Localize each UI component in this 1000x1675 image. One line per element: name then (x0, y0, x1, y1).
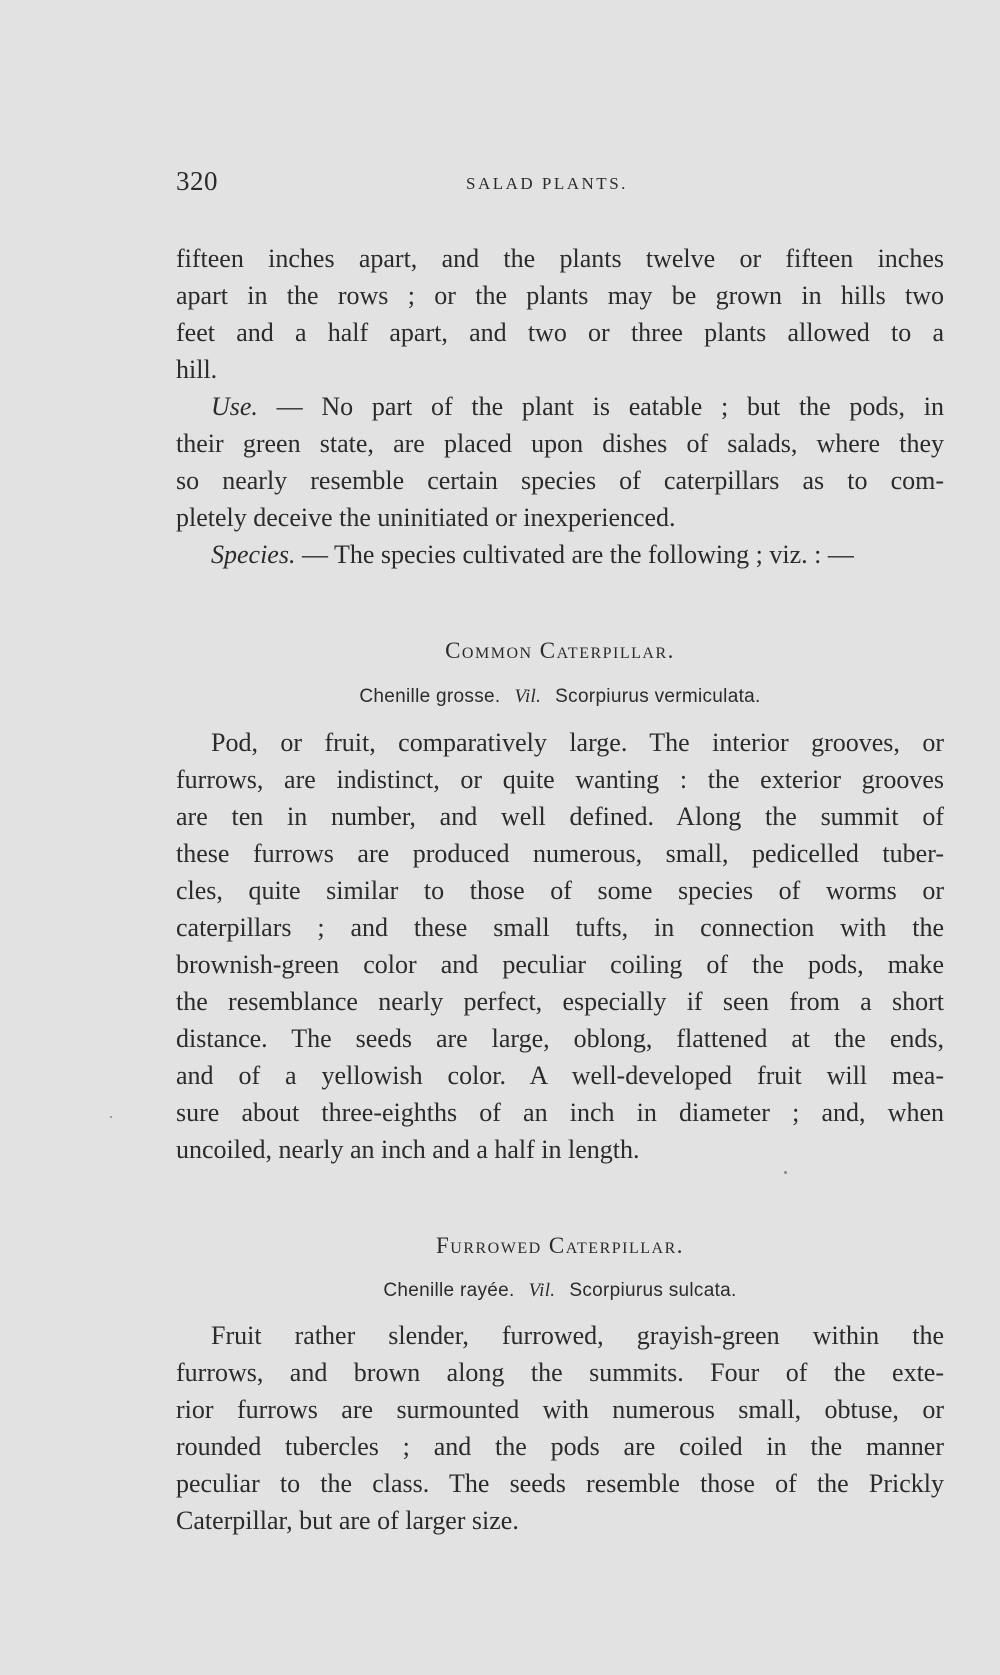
species-paragraph (176, 536, 944, 573)
text-line: rounded tubercles ; and the pods are coiled in the manner (176, 1432, 944, 1461)
synonym-line (176, 1280, 944, 1302)
text-line: rior furrows are surmounted with numerous small, obtuse, or (176, 1395, 944, 1424)
text-line: distance. The seeds are large, oblong, flattened at the ends, (176, 1024, 944, 1053)
synonym-latin: Scorpiurus sulcata. (569, 1280, 737, 1301)
intro-paragraph (176, 240, 944, 388)
text-line: uncoiled, nearly an inch and a half in length. (176, 1135, 640, 1164)
synonym-line (176, 686, 944, 708)
text-line: hill. (176, 355, 218, 384)
text-line: are ten in number, and well defined. Along the summit of (176, 802, 944, 831)
text-line: these furrows are produced numerous, small, pedicelled tuber- (176, 839, 944, 868)
use-label: Use. (211, 392, 258, 421)
species-label: Species. (211, 540, 296, 569)
synonym-french: Chenille grosse. (359, 686, 501, 707)
text-line: furrows, and brown along the summits. Four of the exte- (176, 1358, 944, 1387)
text-line: cles, quite similar to those of some species of worms or (176, 876, 944, 905)
text-line: pletely deceive the uninitiated or inexperienced. (176, 503, 676, 532)
text-line: apart in the rows ; or the plants may be grown in hills two (176, 281, 944, 310)
text-line: the resemblance nearly perfect, especially if seen from a short (176, 987, 944, 1016)
use-paragraph (176, 388, 944, 536)
text-line: their green state, are placed upon dishes of salads, where they (176, 429, 944, 458)
text-line: brownish-green color and peculiar coiling of the pods, make (176, 950, 944, 979)
text-line: caterpillars ; and these small tufts, in connection with the (176, 913, 944, 942)
running-title: SALAD PLANTS. (466, 174, 628, 193)
text-line: sure about three-eighths of an inch in diameter ; and, when (176, 1098, 944, 1127)
page-number: 320 (176, 166, 218, 196)
synonym-french: Chenille rayée. (383, 1280, 515, 1301)
synonym-vil: Vil. (528, 1280, 556, 1301)
description-paragraph (176, 724, 944, 1168)
text-line: furrows, are indistinct, or quite wanting : the exterior grooves (176, 765, 944, 794)
text-line (176, 388, 944, 425)
text-line: Fruit rather slender, furrowed, grayish-green within the (211, 1321, 944, 1350)
text-line: and of a yellowish color. A well-developed fruit will mea- (176, 1061, 944, 1090)
text-line: Caterpillar, but are of larger size. (176, 1506, 519, 1535)
paper-speck (784, 1171, 787, 1174)
running-head (176, 166, 944, 202)
text-line: feet and a half apart, and two or three plants allowed to a (176, 318, 944, 347)
use-text: — No part of the plant is eatable ; but the pods, in (257, 392, 944, 421)
text-line: so nearly resemble certain species of caterpillars as to com- (176, 466, 944, 495)
synonym-latin: Scorpiurus vermiculata. (555, 686, 761, 707)
paper-speck (110, 1116, 112, 1118)
text-line (176, 536, 944, 573)
text-line: Pod, or fruit, comparatively large. The interior grooves, or (211, 728, 944, 757)
synonym-vil: Vil. (514, 686, 542, 707)
section-heading-common-caterpillar: Common Caterpillar. (445, 638, 675, 663)
text-line: peculiar to the class. The seeds resemble those of the Prickly (176, 1469, 944, 1498)
species-text: — The species cultivated are the following ; viz. : — (295, 540, 854, 569)
text-line: fifteen inches apart, and the plants twelve or fifteen inches (176, 244, 944, 273)
description-paragraph (176, 1317, 944, 1539)
section-heading-furrowed-caterpillar: Furrowed Caterpillar. (435, 1233, 684, 1258)
